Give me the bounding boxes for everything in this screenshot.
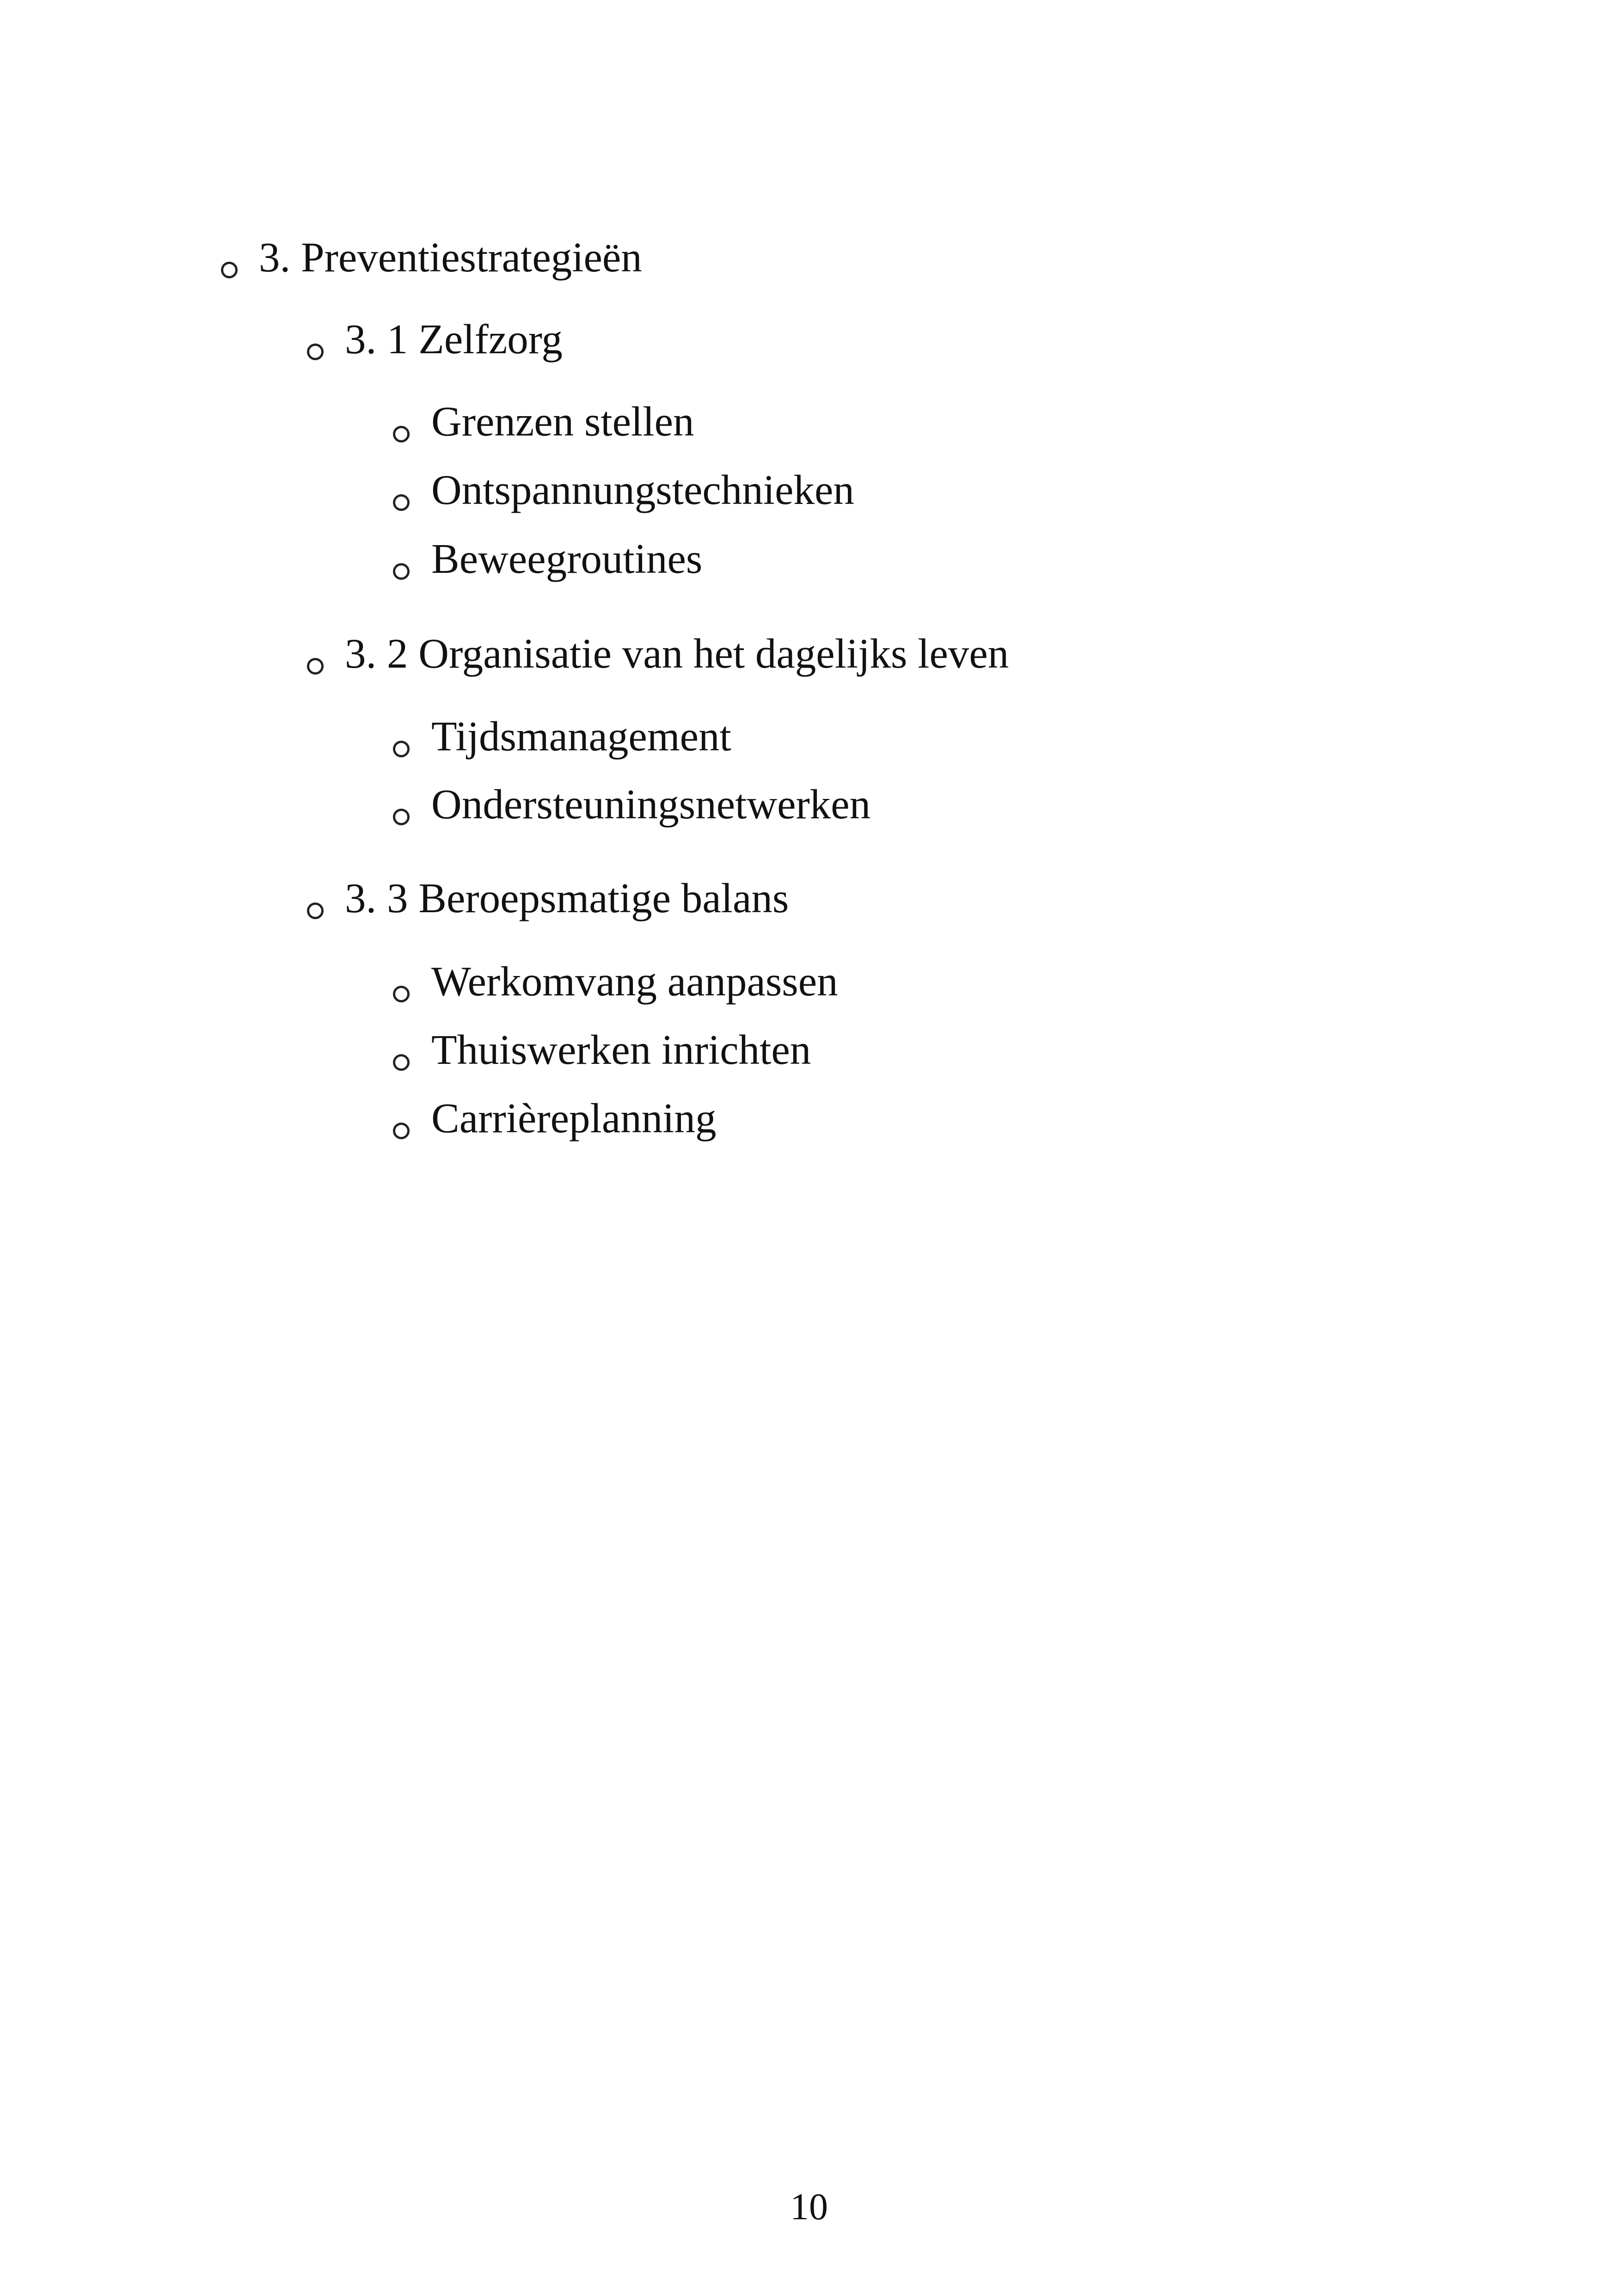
outline-item-text: 3. 3 Beroepsmatige balans bbox=[345, 875, 789, 921]
outline-item-text: Beweegroutines bbox=[431, 535, 703, 582]
hollow-circle-bullet-icon bbox=[307, 344, 324, 360]
hollow-circle-bullet-icon bbox=[221, 262, 238, 278]
outline-item-text: Tijdsmanagement bbox=[431, 713, 731, 760]
hollow-circle-bullet-icon bbox=[393, 426, 410, 442]
hollow-circle-bullet-icon bbox=[307, 658, 324, 675]
outline-item-text: 3. 2 Organisatie van het dagelijks leven bbox=[345, 630, 1009, 677]
outline-item-text: 3. 1 Zelfzorg bbox=[345, 316, 563, 362]
hollow-circle-bullet-icon bbox=[393, 809, 410, 825]
page-number: 10 bbox=[790, 2185, 828, 2228]
outline-item-text: Thuiswerken inrichten bbox=[431, 1026, 811, 1073]
outline-item-text: Ondersteuningsnetwerken bbox=[431, 781, 871, 828]
outline-item-text: 3. Preventiestrategieën bbox=[259, 234, 642, 281]
hollow-circle-bullet-icon bbox=[393, 1054, 410, 1071]
outline-item-text: Ontspannungstechnieken bbox=[431, 467, 854, 513]
hollow-circle-bullet-icon bbox=[307, 902, 324, 919]
hollow-circle-bullet-icon bbox=[393, 494, 410, 511]
outline-item-text: Grenzen stellen bbox=[431, 398, 694, 445]
hollow-circle-bullet-icon bbox=[393, 986, 410, 1002]
outline-item-text: Carrièreplanning bbox=[431, 1095, 717, 1142]
hollow-circle-bullet-icon bbox=[393, 1123, 410, 1139]
outline-item-text: Werkomvang aanpassen bbox=[431, 958, 838, 1005]
hollow-circle-bullet-icon bbox=[393, 563, 410, 580]
hollow-circle-bullet-icon bbox=[393, 741, 410, 757]
